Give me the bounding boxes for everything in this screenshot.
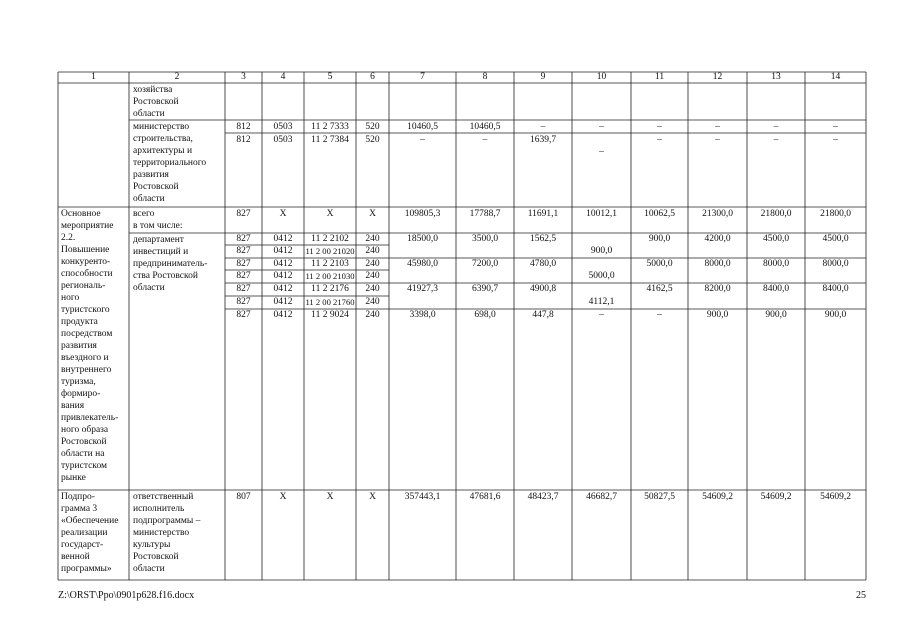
cell-value: – (599, 310, 604, 320)
cell-value: 357443,1 (404, 492, 441, 502)
cell-value: 5000,0 (588, 271, 615, 281)
cell-value: – (599, 122, 604, 132)
cell-text: региональ- (61, 281, 106, 291)
cell-value: 47681,6 (469, 492, 501, 502)
header-col-3: 3 (241, 72, 246, 82)
cell-text: всего (133, 209, 155, 219)
cell-value: 11 2 00 21020 (305, 246, 355, 256)
cell-value: – (657, 310, 662, 320)
cell-value: – (420, 135, 425, 145)
cell-value: 447,8 (532, 310, 554, 320)
cell-value: 21300,0 (702, 209, 733, 219)
cell-text: хозяйства (133, 85, 173, 95)
cell-value: 827 (236, 271, 251, 281)
cell-value: 10460,5 (407, 122, 438, 132)
cell-value: Х (326, 209, 334, 219)
cell-value: 240 (365, 271, 380, 281)
cell-text: «Обеспечение (61, 516, 119, 526)
cell-value: 5000,0 (646, 259, 673, 269)
cell-value: – (482, 135, 488, 145)
cell-value: 0412 (273, 297, 293, 307)
cell-text: архитектуры и (133, 146, 193, 156)
cell-value: 4500,0 (762, 234, 790, 244)
cell-text: въездного и (61, 353, 109, 363)
cell-value: 520 (365, 135, 380, 145)
cell-value: 11 2 2102 (311, 234, 349, 244)
cell-text: Ростовской (61, 437, 107, 447)
cell-text: 2.2. (61, 233, 76, 243)
cell-text: ного образа (61, 425, 109, 435)
cell-text: Основное (61, 209, 101, 219)
cell-value: 10062,5 (644, 209, 675, 219)
cell-text: рынке (61, 473, 86, 483)
cell-value: 900,0 (824, 310, 847, 320)
cell-text: ответственный (133, 492, 194, 502)
cell-text: формиро- (61, 389, 101, 399)
cell-value: 0412 (273, 310, 293, 320)
cell-text: Повышение (61, 245, 110, 255)
header-col-8: 8 (482, 72, 488, 82)
cell-value: 17788,7 (469, 209, 501, 219)
cell-value: 827 (236, 259, 251, 269)
cell-value: 240 (365, 234, 380, 244)
cell-value: 827 (236, 284, 251, 294)
cell-value: 0412 (273, 259, 293, 269)
header-col-14: 14 (830, 72, 841, 82)
cell-value: 0412 (273, 234, 293, 244)
cell-text: области (133, 283, 165, 293)
cell-value: 11 2 9024 (311, 310, 349, 320)
cell-value: 8000,0 (762, 259, 790, 269)
cell-value: 827 (236, 209, 251, 219)
cell-value: 4162,5 (646, 284, 673, 294)
cell-value: 807 (236, 492, 251, 502)
cell-value: Х (369, 492, 376, 502)
cell-text: программы» (61, 564, 112, 574)
cell-text: департамент (133, 235, 184, 245)
cell-text: инвестиций и (133, 247, 189, 257)
cell-value: 11 2 2103 (311, 259, 349, 269)
cell-value: 1639,7 (529, 135, 557, 145)
cell-text: области на (61, 449, 105, 459)
cell-value: – (715, 135, 720, 145)
cell-text: туристском (61, 461, 108, 471)
header-col-2: 2 (174, 72, 180, 82)
cell-value: – (657, 135, 662, 145)
cell-value: 8200,0 (704, 284, 731, 294)
cell-value: 54609,2 (702, 492, 733, 502)
cell-text: исполнитель (133, 504, 185, 514)
cell-value: 240 (365, 246, 380, 256)
cell-value: 4112,1 (588, 297, 615, 307)
cell-value: 46682,7 (586, 492, 617, 502)
cell-value: Х (279, 492, 287, 502)
cell-text: министерство (133, 122, 190, 132)
cell-value: – (599, 147, 604, 157)
cell-value: 4900,8 (529, 284, 557, 294)
header-col-7: 7 (420, 72, 425, 82)
cell-text: министерство (133, 528, 190, 538)
cell-value: 10012,1 (586, 209, 617, 219)
cell-value: 4200,0 (704, 234, 731, 244)
cell-value: 45980,0 (407, 259, 438, 269)
cell-value: 900,0 (648, 234, 671, 244)
cell-value: 4500,0 (822, 234, 849, 244)
cell-text: вания (61, 401, 85, 411)
cell-value: 8000,0 (822, 259, 849, 269)
cell-value: 48423,7 (527, 492, 559, 502)
cell-value: 21800,0 (820, 209, 851, 219)
cell-value: 8000,0 (704, 259, 731, 269)
cell-value: 18500,0 (407, 234, 438, 244)
cell-value: 240 (365, 284, 380, 294)
cell-text: способности (61, 269, 113, 279)
cell-value: 8400,0 (762, 284, 790, 294)
cell-value: 4780,0 (529, 259, 557, 269)
cell-value: 240 (365, 310, 380, 320)
cell-value: – (715, 122, 720, 132)
cell-value: 520 (365, 122, 380, 132)
header-col-13: 13 (771, 72, 781, 82)
cell-text: туристского (61, 305, 110, 315)
cell-value: 240 (365, 297, 380, 307)
cell-value: 11 2 2176 (311, 284, 349, 294)
cell-value: 54609,2 (760, 492, 792, 502)
cell-text: культуры (133, 540, 171, 550)
cell-value: 0412 (273, 246, 293, 256)
cell-text: Подпро- (61, 492, 95, 502)
cell-text: туризма, (61, 377, 96, 387)
cell-value: 10460,5 (469, 122, 501, 132)
cell-value: Х (369, 209, 376, 219)
cell-value: 8400,0 (822, 284, 849, 294)
cell-value: 7200,0 (471, 259, 499, 269)
cell-value: 0503 (273, 122, 293, 132)
cell-value: 240 (365, 259, 380, 269)
cell-value: 812 (236, 122, 251, 132)
header-col-4: 4 (280, 72, 286, 82)
cell-value: 50827,5 (644, 492, 675, 502)
cell-value: 827 (236, 297, 251, 307)
cell-value: – (773, 135, 779, 145)
cell-text: государст- (61, 540, 104, 550)
header-col-1: 1 (91, 72, 96, 82)
cell-value: 900,0 (765, 310, 787, 320)
cell-value: 0412 (273, 284, 293, 294)
cell-text: ного (61, 293, 80, 303)
cell-value: 11 2 00 21030 (305, 271, 355, 281)
cell-value: 812 (236, 135, 251, 145)
cell-value: 109805,3 (404, 209, 441, 219)
cell-text: предприниматель- (133, 259, 208, 269)
cell-value: 21800,0 (760, 209, 792, 219)
cell-value: – (773, 122, 779, 132)
cell-value: – (540, 122, 546, 132)
cell-value: 827 (236, 234, 251, 244)
cell-text: венной (61, 552, 90, 562)
cell-text: привлекатель- (61, 413, 119, 423)
cell-value: Х (326, 492, 334, 502)
file-path: Z:\ORST\Ppo\0901p628.f16.docx (58, 590, 195, 601)
cell-text: продукта (61, 317, 98, 327)
cell-value: 11 2 7333 (311, 122, 349, 132)
cell-value: 900,0 (590, 246, 613, 256)
cell-text: области (133, 194, 165, 204)
cell-text: конкуренто- (61, 257, 111, 267)
cell-text: в том числе: (133, 221, 183, 231)
cell-text: строительства, (133, 134, 193, 144)
cell-text: развития (133, 170, 169, 180)
cell-text: мероприятие (61, 221, 114, 231)
cell-value: 11 2 7384 (311, 135, 349, 145)
cell-text: Ростовской (133, 97, 179, 107)
cell-value: 698,0 (474, 310, 496, 320)
cell-text: развития (61, 341, 97, 351)
cell-value: 3398,0 (409, 310, 436, 320)
cell-value: 827 (236, 246, 251, 256)
cell-value: – (833, 135, 838, 145)
cell-value: – (657, 122, 662, 132)
cell-value: 41927,3 (407, 284, 438, 294)
cell-text: внутреннего (61, 365, 112, 375)
cell-value: 11691,1 (527, 209, 559, 219)
cell-text: реализации (61, 528, 108, 538)
cell-value: – (833, 122, 838, 132)
cell-text: области (133, 109, 165, 119)
cell-value: 6390,7 (471, 284, 499, 294)
header-col-11: 11 (654, 72, 665, 82)
cell-text: подпрограммы – (133, 516, 201, 526)
header-col-5: 5 (327, 72, 333, 82)
cell-value: Х (279, 209, 287, 219)
cell-value: 3500,0 (471, 234, 499, 244)
cell-text: территориального (133, 158, 207, 168)
cell-value: 54609,2 (820, 492, 851, 502)
cell-value: 1562,5 (529, 234, 557, 244)
header-col-6: 6 (370, 72, 375, 82)
header-col-10: 10 (596, 72, 607, 82)
cell-value: 11 2 00 21760 (305, 297, 355, 307)
cell-text: посредством (61, 329, 113, 339)
cell-text: Ростовской (133, 182, 179, 192)
cell-text: грамма 3 (61, 504, 98, 514)
cell-text: области (133, 564, 165, 574)
page-number: 25 (856, 590, 866, 601)
cell-value: 0503 (273, 135, 293, 145)
cell-text: Ростовской (133, 552, 179, 562)
cell-text: ства Ростовской (133, 271, 198, 281)
cell-value: 0412 (273, 271, 293, 281)
cell-value: 827 (236, 310, 251, 320)
cell-value: 900,0 (706, 310, 729, 320)
header-col-12: 12 (712, 72, 723, 82)
header-col-9: 9 (540, 72, 546, 82)
